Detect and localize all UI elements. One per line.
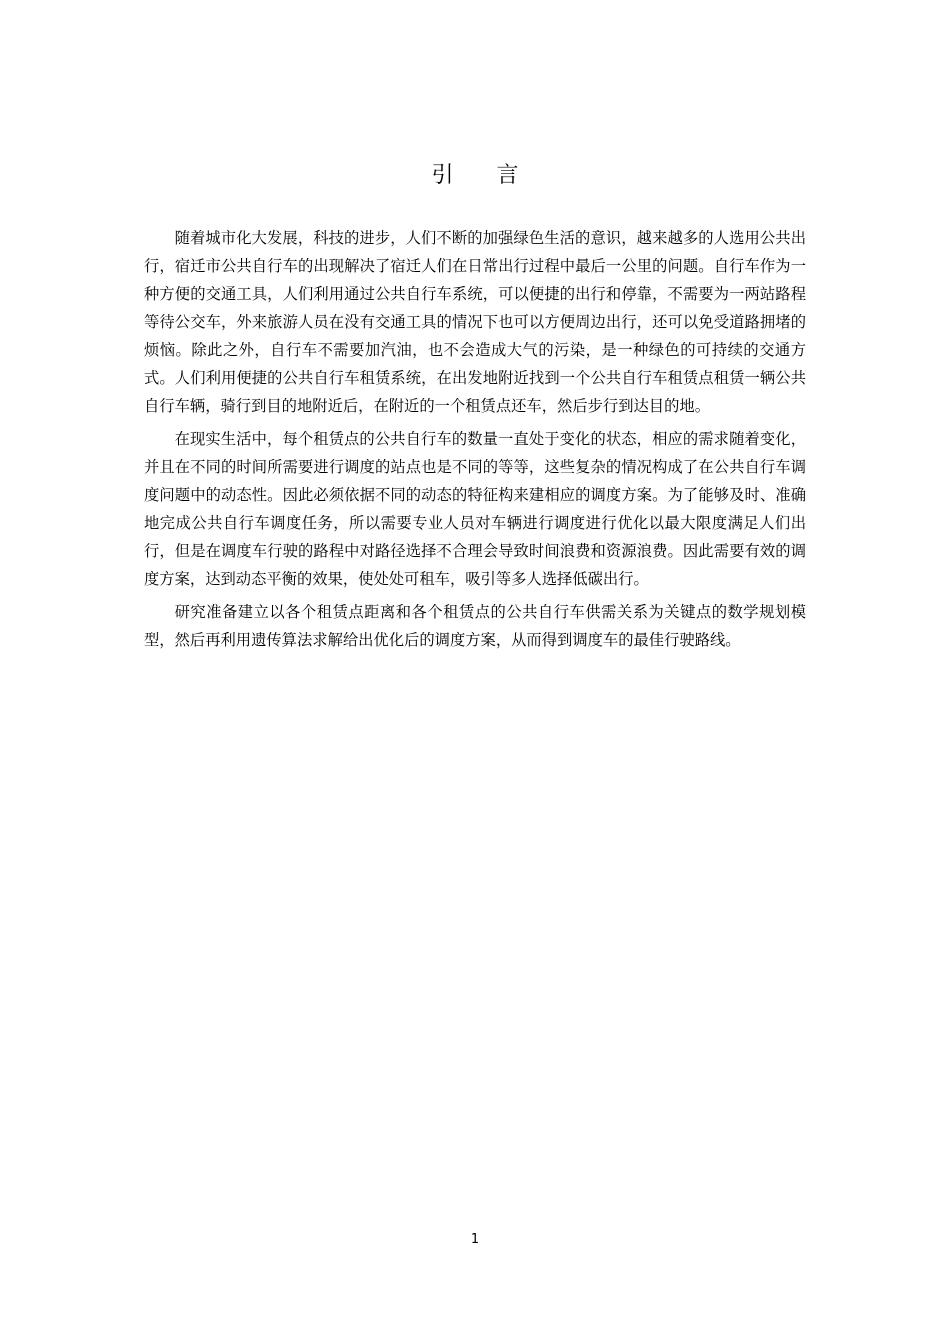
paragraph-3: 研究准备建立以各个租赁点距离和各个租赁点的公共自行车供需关系为关键点的数学规划模型，然后再利用遗传算法求解给出优化后的调度方案，从而得到调度车的最佳行驶路线。 bbox=[144, 603, 806, 649]
page-title: 引 言 bbox=[431, 163, 537, 188]
body-text bbox=[144, 224, 806, 659]
page-number: 1 bbox=[470, 1232, 480, 1247]
paragraph-2: 在现实生活中，每个租赁点的公共自行车的数量一直处于变化的状态，相应的需求随着变化，并且在不同的时间所需要进行调度的站点也是不同的等等，这些复杂的情况构成了在公共自行车调度问题中的动态性。因此必须依据不同的动态的特征构来建相应的调度方案。为了能够及时、准确地完成公共自行车调度任务，所以需要专业人员对车辆进行调度进行优化以最大限度满足人们出行，但是在调度车行驶的路程中对路径选择不合理会导致时间浪费和资源浪费。因此需要有效的调度方案，达到动态平衡的效果，使处处可租车，吸引等多人选择低碳出行。 bbox=[144, 430, 806, 588]
paragraph-1: 随着城市化大发展，科技的进步，人们不断的加强绿色生活的意识，越来越多的人选用公共出行，宿迁市公共自行车的出现解决了宿迁人们在日常出行过程中最后一公里的问题。自行车作为一种方便的交通工具，人们利用通过公共自行车系统，可以便捷的出行和停靠，不需要为一两站路程等待公交车，外来旅游人员在没有交通工具的情况下也可以方便周边出行，还可以免受道路拥堵的烦恼。除此之外，自行车不需要加汽油，也不会造成大气的污染，是一种绿色的可持续的交通方式。人们利用便捷的公共自行车租赁系统，在出发地附近找到一个公共自行车租赁点租赁一辆公共自行车辆，骑行到目的地附近后，在附近的一个租赁点还车，然后步行到达目的地。 bbox=[144, 229, 806, 415]
